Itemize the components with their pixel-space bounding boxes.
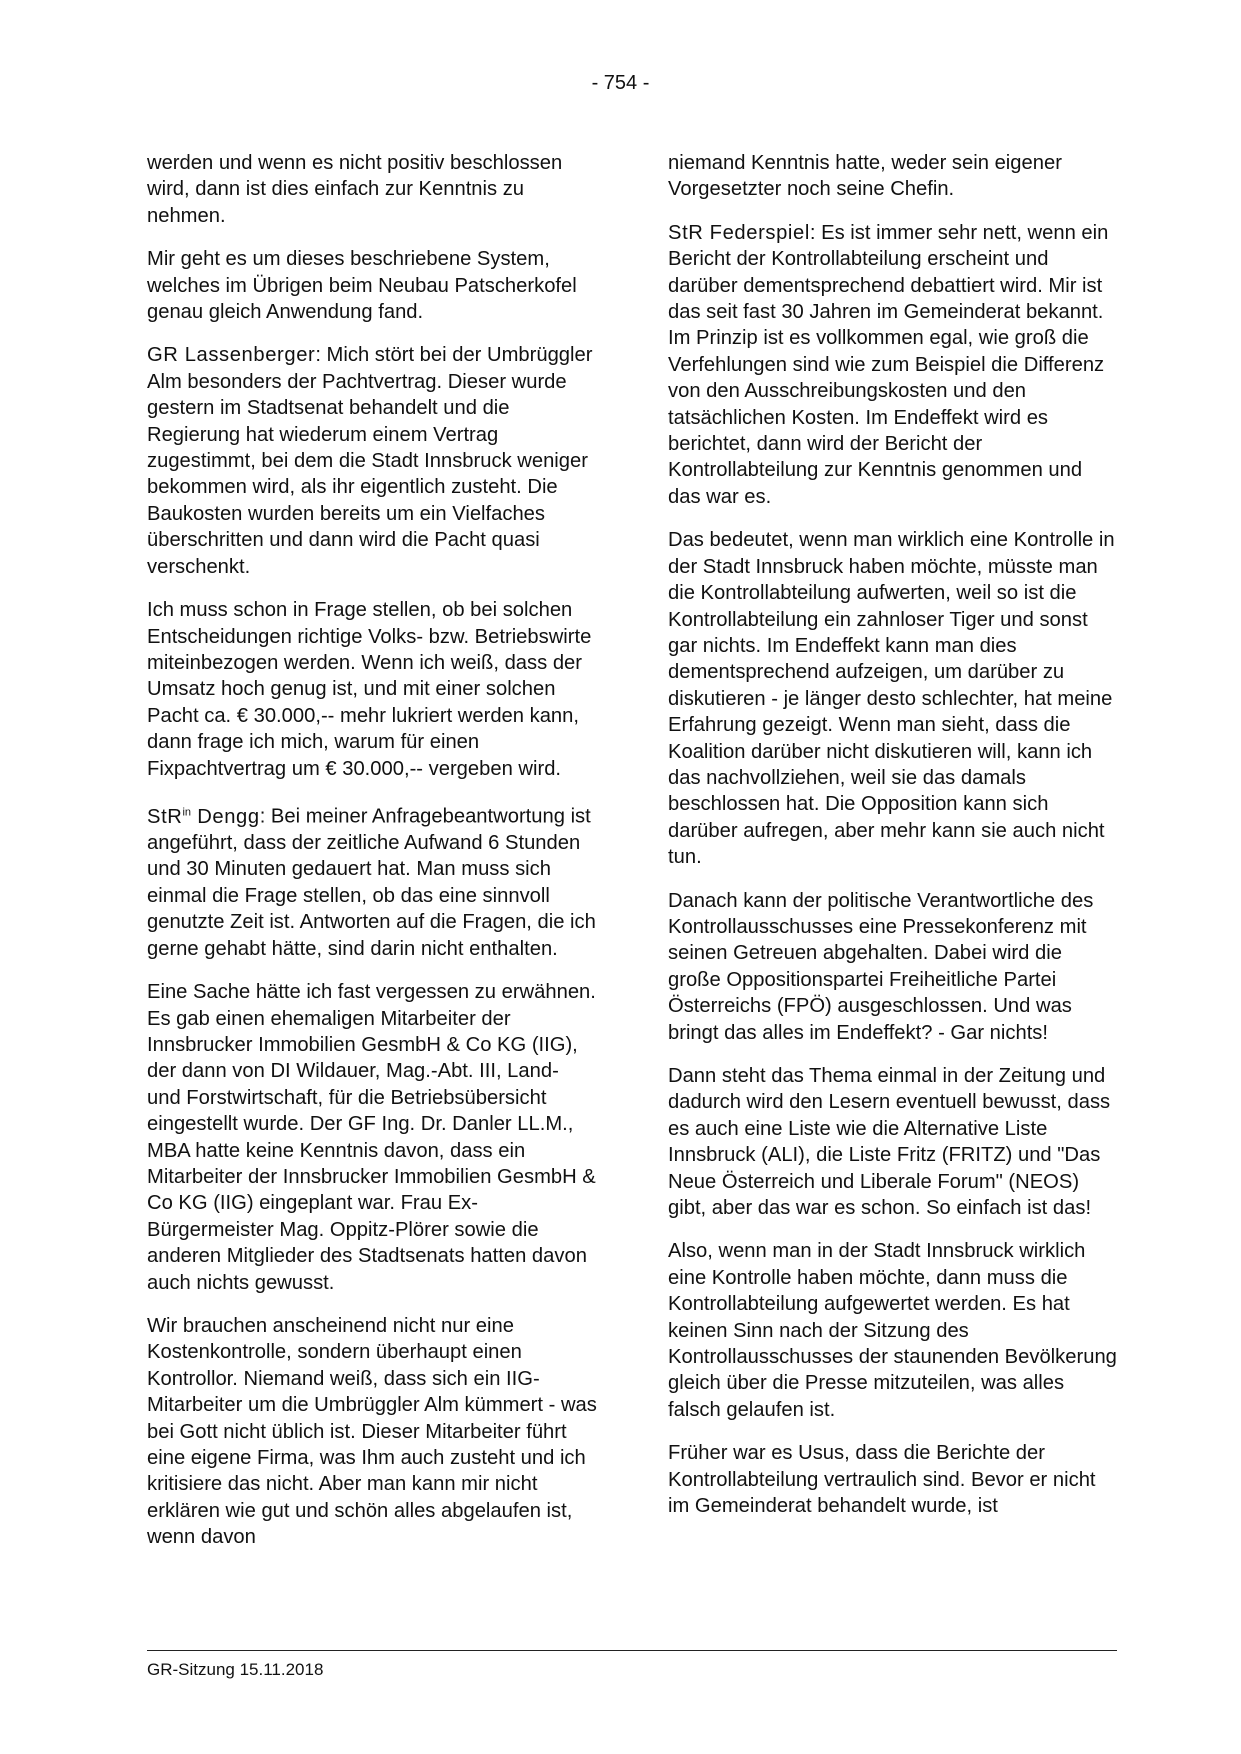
right-column: [668, 150, 1118, 1537]
paragraph: Danach kann der politische Verantwortliche des Kontrollausschusses eine Pressekonferenz mit seinen Getreuen abgehalten. Dabei wird die große Oppositionspartei Freiheitliche Partei Österreichs (FPÖ) ausgeschlossen. Und was bringt das alles im Endeffekt? - Gar nichts!: [668, 889, 1094, 1044]
paragraph: Ich muss schon in Frage stellen, ob bei solchen Entscheidungen richtige Volks- bzw. Betriebswirte miteinbezogen werden. Wenn ich weiß, dass der Umsatz hoch genug ist, und mit einer solchen Pacht ca. € 30.000,-- mehr lukriert werden kann, dann frage ich mich, warum für einen Fixpachtvertrag um € 30.000,-- vergeben wird.: [147, 599, 592, 780]
paragraph: Mir geht es um dieses beschriebene System, welches im Übrigen beim Neubau Patscherkofel genau gleich Anwendung fand.: [147, 248, 577, 324]
speaker-name: StR$^{in}$ Dengg: [147, 805, 260, 828]
paragraph: Also, wenn man in der Stadt Innsbruck wirklich eine Kontrolle haben möchte, dann muss die Kontrollabteilung aufgewertet werden. Es hat keinen Sinn nach der Sitzung des Kontrollausschusses der staunenden Bevölkerung gleich über die Presse mitzuteilen, was alles falsch gelaufen ist.: [668, 1240, 1117, 1421]
paragraph: Wir brauchen anscheinend nicht nur eine Kostenkontrolle, sondern überhaupt einen Kontrollor. Niemand weiß, dass sich ein IIG-Mitarbeiter um die Umbrüggler Alm kümmert - was bei Gott nicht üblich ist. Dieser Mitarbeiter führt eine eigene Firma, was Ihm auch zusteht und ich kritisiere das nicht. Aber man kann mir nicht erklären wie gut und schön alles abgelaufen ist, wenn davon: [147, 1314, 597, 1549]
left-column: [147, 150, 597, 1568]
page-number: - 754 -: [591, 72, 650, 94]
paragraph: StR Federspiel: Es ist immer sehr nett, wenn ein Bericht der Kontrollabteilung erscheint und darüber dementsprechend debattiert wird. Mir ist das seit fast 30 Jahren im Gemeinderat bekannt. Im Prinzip ist es vollkommen egal, wie groß die Verfehlungen sind wie zum Beispiel die Differenz von den Ausschreibungskosten und den tatsächlichen Kosten. Im Endeffekt wird es berichtet, dann wird der Bericht der Kontrollabteilung zur Kenntnis genommen und das war es.: [668, 221, 1109, 508]
speaker-name: StR Federspiel: [668, 221, 810, 244]
paragraph: niemand Kenntnis hatte, weder sein eigener Vorgesetzter noch seine Chefin.: [668, 152, 1062, 201]
paragraph: Eine Sache hätte ich fast vergessen zu erwähnen. Es gab einen ehemaligen Mitarbeiter der Innsbrucker Immobilien GesmbH & Co KG (IIG), der dann von DI Wildauer, Mag.-Abt. III, Land- und Forstwirtschaft, für die Betriebsübersicht eingestellt wurde. Der GF Ing. Dr. Danler LL.M., MBA hatte keine Kenntnis davon, dass ein Mitarbeiter der Innsbrucker Immobilien GesmbH & Co KG (IIG) eingeplant war. Frau Ex-Bürgermeister Mag. Oppitz-Plörer sowie die anderen Mitglieder des Stadtsenats hatten davon auch nichts gewusst.: [147, 981, 596, 1294]
paragraph: Dann steht das Thema einmal in der Zeitung und dadurch wird den Lesern eventuell bewusst, dass es auch eine Liste wie die Alternative Liste Innsbruck (ALI), die Liste Fritz (FRITZ) und "Das Neue Österreich und Liberale Forum" (NEOS) gibt, aber das war es schon. So einfach ist das!: [668, 1065, 1111, 1220]
paragraph: Früher war es Usus, dass die Berichte der Kontrollabteilung vertraulich sind. Bevor er nicht im Gemeinderat behandelt wurde, ist: [668, 1442, 1096, 1518]
speaker-name: GR Lassenberger: [147, 344, 316, 367]
paragraph: werden und wenn es nicht positiv beschlossen wird, dann ist dies einfach zur Kenntnis zu nehmen.: [147, 152, 563, 227]
paragraph: GR Lassenberger: Mich stört bei der Umbrüggler Alm besonders der Pachtvertrag. Dieser wurde gestern im Stadtsenat behandelt und die Regierung hat wiederum einem Vertrag zugestimmt, bei dem die Stadt Innsbruck weniger bekommen wird, als ihr eigentlich zusteht. Die Baukosten wurden bereits um ein Vielfaches überschritten und dann wird die Pacht quasi verschenkt.: [147, 344, 593, 578]
paragraph: Das bedeutet, wenn man wirklich eine Kontrolle in der Stadt Innsbruck haben möchte, müsste man die Kontrollabteilung aufwerten, weil so ist die Kontrollabteilung ein zahnloser Tiger und sonst gar nichts. Im Endeffekt kann man dies dementsprechend aufzeigen, um darüber zu diskutieren - je länger desto schlechter, hat meine Erfahrung gezeigt. Wenn man sieht, dass die Koalition darüber nicht diskutieren will, kann ich das nachvollziehen, weil sie das damals beschlossen hat. Die Opposition kann sich darüber aufregen, aber mehr kann sie auch nicht tun.: [668, 529, 1115, 869]
footer-session-date: GR-Sitzung 15.11.2018: [147, 1660, 324, 1679]
paragraph: StR$^{in}$ Dengg: Bei meiner Anfragebeantwortung ist angeführt, dass der zeitliche Aufwand 6 Stunden und 30 Minuten gedauert hat. Man muss sich einmal die Frage stellen, ob das eine sinnvoll genutzte Zeit ist. Antworten auf die Fragen, die ich gerne gehabt hätte, sind darin nicht enthalten.: [147, 805, 596, 960]
footer-divider: [147, 1650, 1117, 1651]
